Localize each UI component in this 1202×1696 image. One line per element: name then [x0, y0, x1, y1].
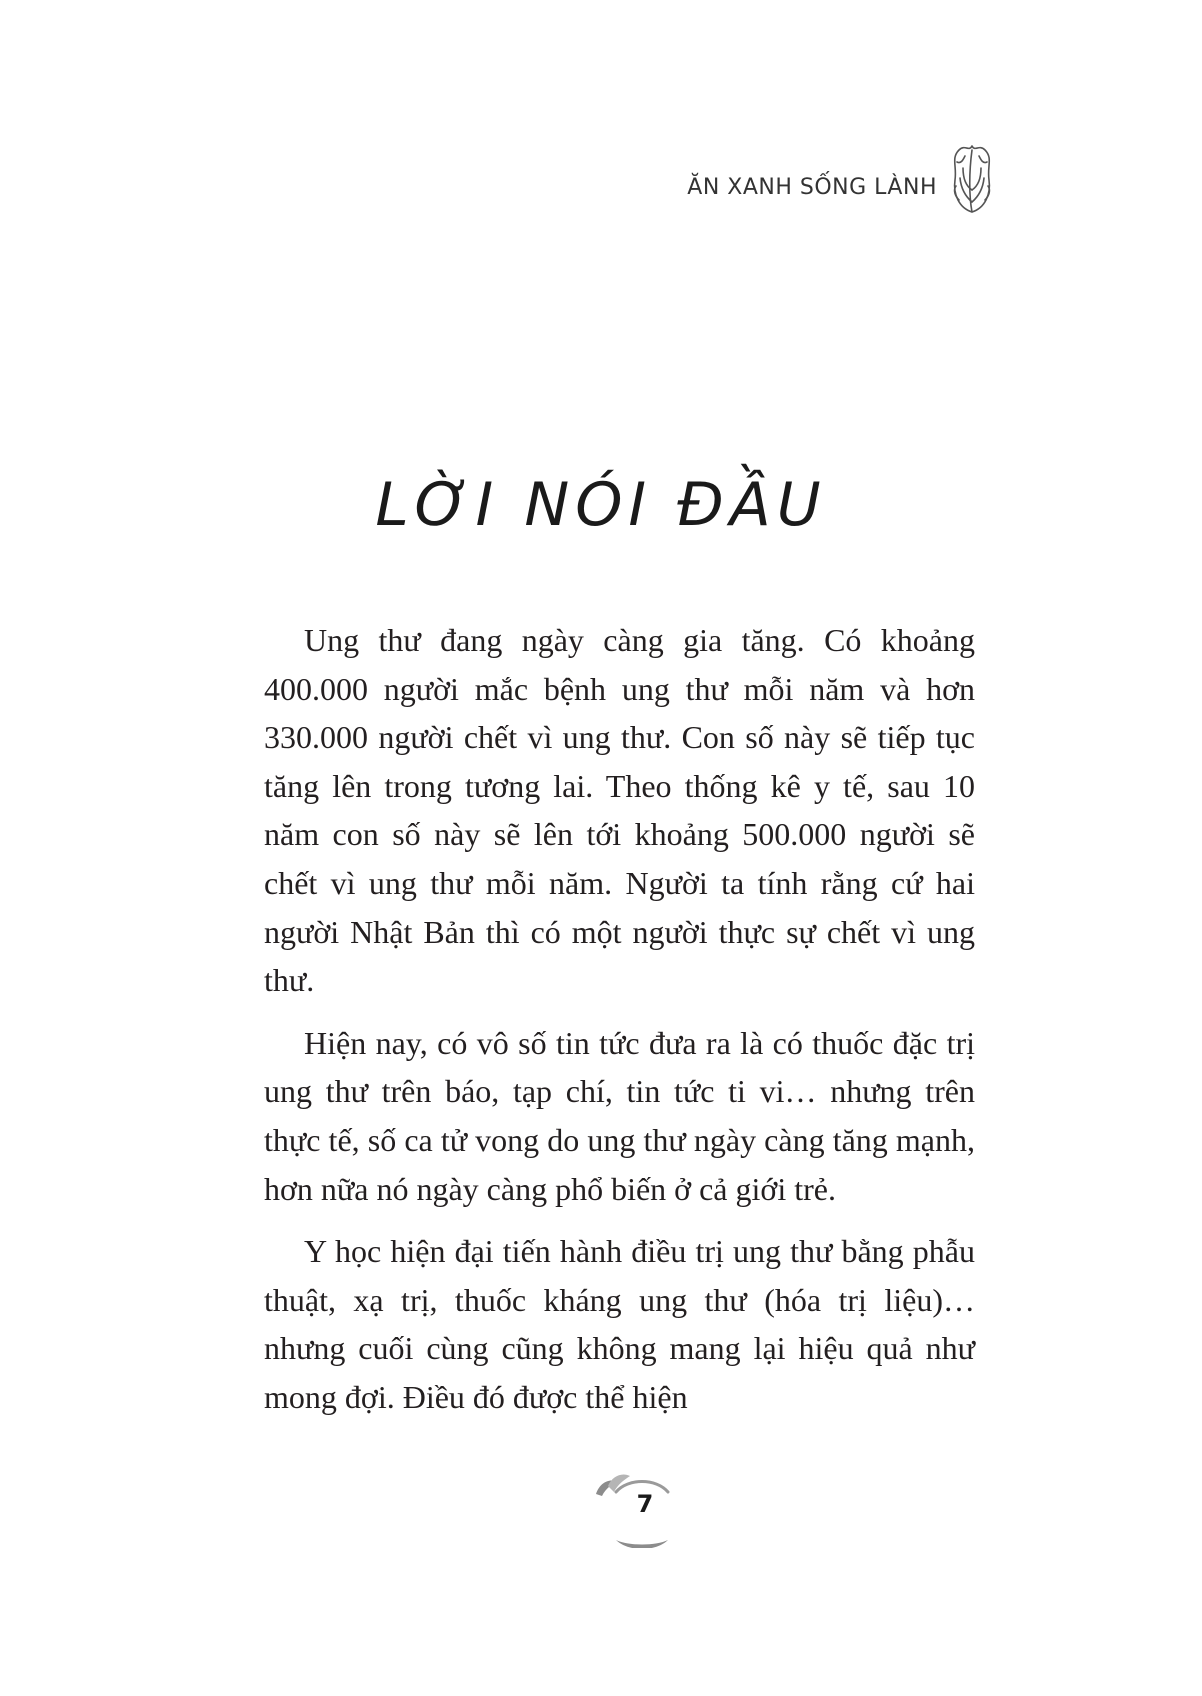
chapter-title: LỜI NÓI ĐẦU [375, 470, 827, 540]
paragraph-3: Y học hiện đại tiến hành điều trị ung thư bằng phẫu thuật, xạ trị, thuốc kháng ung thư (hóa trị liệu)… nhưng cuối cùng cũng không mang lại hiệu quả như mong đợi. Điều đó được thể hiện [264, 1233, 975, 1415]
paragraph-1: Ung thư đang ngày càng gia tăng. Có khoảng 400.000 người mắc bệnh ung thư mỗi năm và hơn 330.000 người chết vì ung thư. Con số này sẽ tiếp tục tăng lên trong tương lai. Theo thống kê y tế, sau 10 năm con số này sẽ lên tới khoảng 500.000 người sẽ chết vì ung thư mỗi năm. Người ta tính rằng cứ hai người Nhật Bản thì có một người thực sự chết vì ung thư. [264, 622, 975, 999]
running-title: ĂN XANH SỐNG LÀNH [687, 174, 937, 200]
page-number-block [594, 1470, 664, 1550]
cabbage-icon [947, 142, 997, 214]
body-text [264, 616, 975, 1436]
running-header [687, 142, 997, 214]
paragraph-2: Hiện nay, có vô số tin tức đưa ra là có thuốc đặc trị ung thư trên báo, tạp chí, tin tức ti vi… nhưng trên thực tế, số ca tử vong do ung thư ngày càng tăng mạnh, hơn nữa nó ngày càng phổ biến ở cả giới trẻ. [264, 1024, 975, 1207]
page-number: 7 [636, 1490, 654, 1518]
